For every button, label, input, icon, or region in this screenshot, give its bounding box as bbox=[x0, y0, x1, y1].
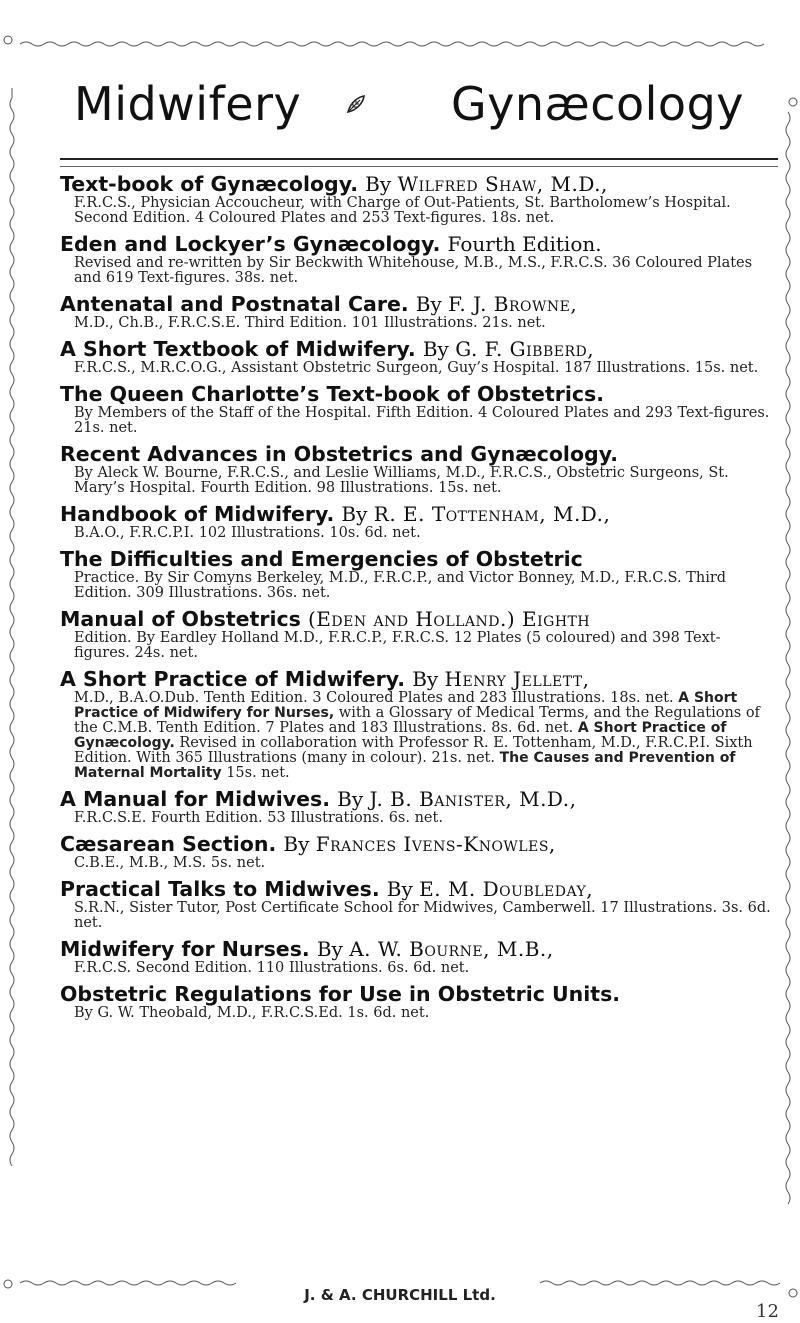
entry-title-line bbox=[60, 442, 774, 466]
entry-author: (Eden and Holland.) Eighth bbox=[308, 607, 591, 631]
entry-title: Text-book of Gynæcology. bbox=[60, 172, 359, 196]
entry-title-line bbox=[60, 667, 774, 691]
leaf-ornament-icon bbox=[345, 93, 367, 115]
book-entry bbox=[60, 382, 774, 436]
book-entry bbox=[60, 337, 774, 376]
heading-midwifery: Midwifery bbox=[74, 77, 302, 131]
book-entry bbox=[60, 937, 774, 976]
heading-rule-thin bbox=[60, 166, 778, 167]
entry-subtitle: The Causes and Prevention of Maternal Mortality bbox=[74, 750, 736, 781]
entry-title: A Manual for Midwives. bbox=[60, 787, 330, 811]
entry-author: By Henry Jellett, bbox=[412, 667, 590, 691]
entry-title: A Short Practice of Midwifery. bbox=[60, 667, 406, 691]
entry-title-line bbox=[60, 607, 774, 631]
entry-subtitle: A Short Practice of Gynæcology. bbox=[74, 720, 727, 751]
book-entry bbox=[60, 832, 774, 871]
entry-title-line bbox=[60, 877, 774, 901]
entry-title: Recent Advances in Obstetrics and Gynæcology. bbox=[60, 442, 618, 466]
page-heading bbox=[36, 64, 756, 144]
book-entry bbox=[60, 982, 774, 1021]
entry-detail: F.R.C.S. Second Edition. 110 Illustrations. 6s. 6d. net. bbox=[74, 960, 470, 976]
entry-author: By G. F. Gibberd, bbox=[422, 337, 595, 361]
entry-detail: Edition. By Eardley Holland M.D., F.R.C.P., F.R.C.S. 12 Plates (5 coloured) and 398 Text-figures. 24s. net. bbox=[74, 630, 721, 661]
entry-author: By E. M. Doubleday, bbox=[386, 877, 594, 901]
entry-detail: Practice. By Sir Comyns Berkeley, M.D., F.R.C.P., and Victor Bonney, M.D., F.R.C.S. Third Edition. 309 Illustrations. 36s. net. bbox=[74, 570, 727, 601]
book-entry bbox=[60, 547, 774, 601]
book-entry bbox=[60, 172, 774, 226]
entry-detail: M.D., B.A.O.Dub. Tenth Edition. 3 Coloured Plates and 283 Illustrations. 18s. net. A Short Practice of Midwifery for Nurses, with a Glossary of Medical Terms, and the Regulations of the C.M.B. Tenth Edition. 7 Plates and 183 Illustrations. 8s. 6d. net. A Short Practice of Gynæcology. Revised in collaboration with Professor R. E. Tottenham, M.D., F.R.C.P.I. Sixth Edition. With 365 Illustrations (many in colour). 21s. net. The Causes and Prevention of Maternal Mortality 15s. net. bbox=[74, 690, 760, 781]
entry-title: The Queen Charlotte’s Text-book of Obstetrics. bbox=[60, 382, 605, 406]
book-list bbox=[60, 172, 774, 1027]
entry-title-line bbox=[60, 787, 774, 811]
entry-detail: F.R.C.S., M.R.C.O.G., Assistant Obstetric Surgeon, Guy’s Hospital. 187 Illustrations. 15s. net. bbox=[74, 360, 759, 376]
entry-author: By Wilfred Shaw, M.D., bbox=[365, 172, 608, 196]
entry-detail: S.R.N., Sister Tutor, Post Certificate School for Midwives, Camberwell. 17 Illustrations. 3s. 6d. net. bbox=[74, 900, 771, 931]
entry-detail: B.A.O., F.R.C.P.I. 102 Illustrations. 10s. 6d. net. bbox=[74, 525, 421, 541]
book-entry bbox=[60, 877, 774, 931]
entry-title: Antenatal and Postnatal Care. bbox=[60, 292, 409, 316]
heading-gynaecology: Gynæcology bbox=[451, 77, 744, 131]
entry-detail: F.R.C.S., Physician Accoucheur, with Charge of Out-Patients, St. Bartholomew’s Hospital. Second Edition. 4 Coloured Plates and 253 Text-figures. 18s. net. bbox=[74, 195, 731, 226]
publisher-imprint: J. & A. CHURCHILL Ltd. bbox=[304, 1286, 496, 1304]
book-entry bbox=[60, 232, 774, 286]
book-entry bbox=[60, 442, 774, 496]
book-entry bbox=[60, 787, 774, 826]
entry-detail: By Members of the Staff of the Hospital. Fifth Edition. 4 Coloured Plates and 293 Text-figures. 21s. net. bbox=[74, 405, 770, 436]
entry-title: Midwifery for Nurses. bbox=[60, 937, 310, 961]
entry-title-line bbox=[60, 547, 774, 571]
entry-author: By F. J. Browne, bbox=[415, 292, 578, 316]
entry-title-line bbox=[60, 982, 774, 1006]
book-entry bbox=[60, 607, 774, 661]
book-entry bbox=[60, 667, 774, 781]
entry-title-line bbox=[60, 232, 774, 256]
entry-detail: By G. W. Theobald, M.D., F.R.C.S.Ed. 1s. 6d. net. bbox=[74, 1005, 430, 1021]
entry-title-line bbox=[60, 172, 774, 196]
entry-title-line bbox=[60, 832, 774, 856]
entry-title-line bbox=[60, 937, 774, 961]
entry-detail: Revised and re-written by Sir Beckwith Whitehouse, M.B., M.S., F.R.C.S. 36 Coloured Plates and 619 Text-figures. 38s. net. bbox=[74, 255, 753, 286]
entry-title-line bbox=[60, 382, 774, 406]
entry-title: Cæsarean Section. bbox=[60, 832, 277, 856]
book-entry bbox=[60, 292, 774, 331]
entry-title: The Difficulties and Emergencies of Obstetric bbox=[60, 547, 583, 571]
entry-title-line bbox=[60, 292, 774, 316]
entry-title-line bbox=[60, 502, 774, 526]
entry-author: By J. B. Banister, M.D., bbox=[337, 787, 577, 811]
entry-author: By R. E. Tottenham, M.D., bbox=[341, 502, 611, 526]
entry-detail: F.R.C.S.E. Fourth Edition. 53 Illustrations. 6s. net. bbox=[74, 810, 443, 826]
entry-detail: By Aleck W. Bourne, F.R.C.S., and Leslie Williams, M.D., F.R.C.S., Obstetric Surgeons, St. Mary’s Hospital. Fourth Edition. 98 Illustrations. 15s. net. bbox=[74, 465, 729, 496]
entry-title: Handbook of Midwifery. bbox=[60, 502, 335, 526]
entry-title: Manual of Obstetrics bbox=[60, 607, 301, 631]
book-entry bbox=[60, 502, 774, 541]
entry-title: Obstetric Regulations for Use in Obstetric Units. bbox=[60, 982, 621, 1006]
entry-author: By A. W. Bourne, M.B., bbox=[316, 937, 554, 961]
entry-detail: C.B.E., M.B., M.S. 5s. net. bbox=[74, 855, 266, 871]
entry-detail: M.D., Ch.B., F.R.C.S.E. Third Edition. 101 Illustrations. 21s. net. bbox=[74, 315, 546, 331]
entry-author: By Frances Ivens-Knowles, bbox=[283, 832, 556, 856]
entry-subtitle: A Short Practice of Midwifery for Nurses, bbox=[74, 690, 738, 721]
entry-title: A Short Textbook of Midwifery. bbox=[60, 337, 416, 361]
entry-title-line bbox=[60, 337, 774, 361]
page-number: 12 bbox=[756, 1301, 779, 1322]
entry-title: Eden and Lockyer’s Gynæcology. bbox=[60, 232, 441, 256]
heading-rule-thick bbox=[60, 158, 778, 160]
entry-title: Practical Talks to Midwives. bbox=[60, 877, 380, 901]
entry-author: Fourth Edition. bbox=[447, 232, 602, 256]
